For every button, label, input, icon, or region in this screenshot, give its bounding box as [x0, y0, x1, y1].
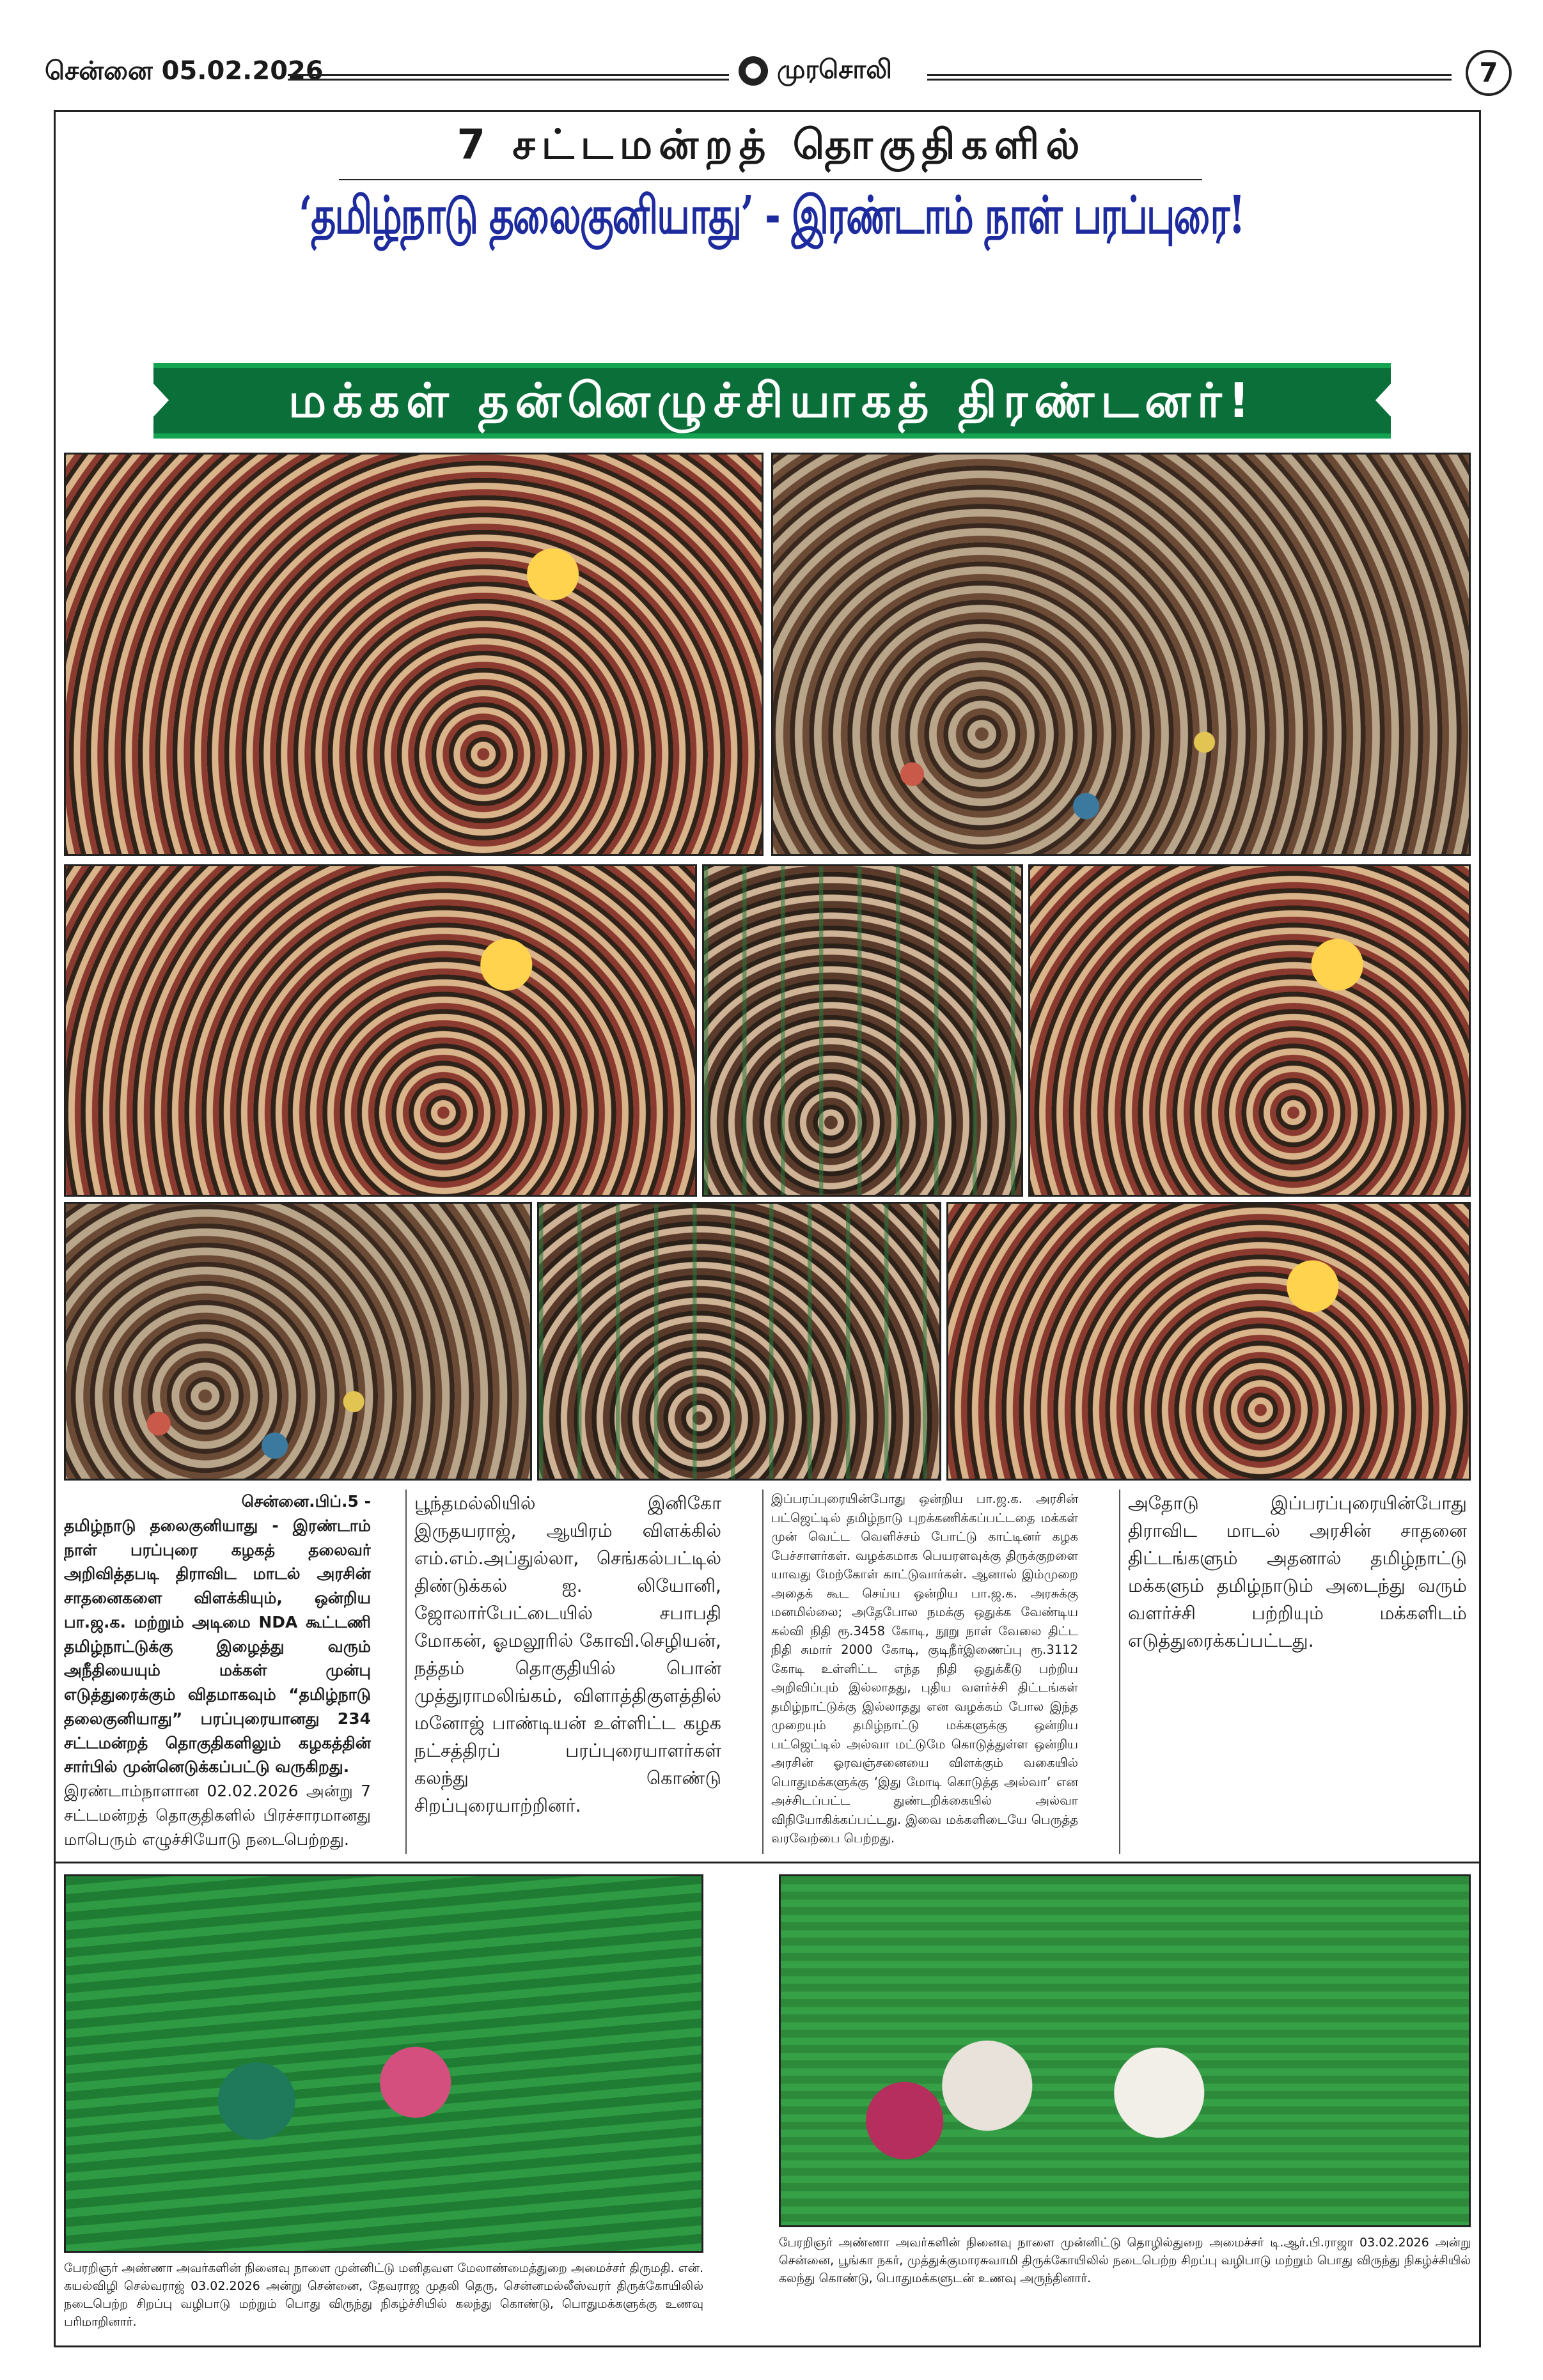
- photo-feast-serving: [64, 1874, 703, 2253]
- article-column-2: [414, 1489, 721, 1854]
- page-number: 7: [1466, 50, 1512, 96]
- column-rule: [1119, 1489, 1120, 1854]
- photo-feast-ministers: [779, 1874, 1471, 2227]
- photo-rally-crowd-7: [537, 1202, 941, 1481]
- photo-rally-crowd-5: [1028, 864, 1471, 1197]
- main-headline: ‘தமிழ்நாடு தலைகுனியாது’ - இரண்டாம் நாள் பரப்புரை!: [299, 185, 1244, 246]
- paper-name: முரசொலி: [777, 55, 892, 84]
- kicker-rule: [339, 179, 1202, 180]
- article-lead: தமிழ்நாடு தலைகுனியாது - இரண்டாம் நாள் பரப்புரை கழகத் தலைவர் அறிவித்தபடி திராவிட மாடல் அரசின் சாதனைகளை விளக்கியும், ஒன்றிய பா.ஜ.க. மற்றும் அடிமை NDA கூட்டணி தமிழ்நாட்டுக்கு இழைத்து வரும் அநீதியையும் மக்கள் முன்பு எடுத்துரைக்கும் விதமாகவும் “தமிழ்நாடு தலைகுனியாது” பரப்புரையானது 234 சட்டமன்றத் தொகுதிகளிலும் கழகத்தின் சார்பில் முன்னெடுக்கப்பட்டு வருகிறது.: [64, 1516, 371, 1777]
- article-dateline: சென்னை.பிப்.5 -: [241, 1492, 371, 1511]
- article-column-1: [64, 1489, 371, 1854]
- kicker-headline: 7 சட்டமன்றத் தொகுதிகளில்: [457, 121, 1086, 169]
- running-header: [45, 50, 1509, 101]
- article-column-4: [1128, 1489, 1467, 1854]
- column-rule: [405, 1489, 407, 1854]
- photo-rally-crowd-3: [64, 864, 697, 1197]
- emblem-icon: [739, 56, 768, 86]
- photo-rally-crowd-2: [771, 453, 1471, 856]
- banner-strip: [153, 363, 1391, 439]
- header-rule-right: [927, 74, 1452, 81]
- caption-left: பேரறிஞர் அண்ணா அவர்களின் நினைவு நாளை முன்னிட்டு மனிதவள மேலாண்மைத்துறை அமைச்சர் திருமதி. என். கயல்விழி செல்வராஜ் 03.02.2026 அன்று சென்னை, தேவராஜ முதலி தெரு, சென்னமல்லீஸ்வரர் திருக்கோயிலில் நடைபெற்ற சிறப்பு வழிபாடு மற்றும் பொது விருந்து நிகழ்ச்சியில் கலந்து கொண்டு, பொதுமக்களுக்கு உணவு பரிமாறினார்.: [64, 2261, 703, 2329]
- photo-rally-stage-crowd-1: [64, 453, 764, 856]
- paper-logo: [739, 55, 918, 88]
- banner-text: மக்கள் தன்னெழுச்சியாகத் திரண்டனர்!: [288, 373, 1257, 428]
- article-para-4: அதோடு இப்பரப்புரையின்போது திராவிட மாடல் அரசின் சாதனை திட்டங்களும் அதனால் தமிழ்நாட்டு மக்களும் தமிழ்நாடும் அடைந்து வரும் வளர்ச்சி பற்றியும் மக்களிடம் எடுத்துரைக்கப்பட்டது.: [1128, 1493, 1467, 1651]
- dateline-header: சென்னை 05.02.2026: [45, 56, 324, 86]
- article-column-3: [771, 1489, 1078, 1854]
- article-para-2: பூந்தமல்லியில் இனிகோ இருதயராஜ், ஆயிரம் விளக்கில் எம்.எம்.அப்துல்லா, செங்கல்பட்டில் திண்டுக்கல் ஐ. லியோனி, ஜோலார்பேட்டையில் சபாபதி மோகன், ஓமலூரில் கோவி.செழியன், நத்தம் தொகுதியில் பொன் முத்துராமலிங்கம், விளாத்திகுளத்தில் மனோஜ் பாண்டியன் உள்ளிட்ட கழக நட்சத்திரப் பரப்புரையாளர்கள் கலந்து கொண்டு சிறப்புரையாற்றினர்.: [414, 1493, 721, 1816]
- caption-right: பேரறிஞர் அண்ணா அவர்களின் நினைவு நாளை முன்னிட்டு தொழில்துறை அமைச்சர் டி.ஆர்.பி.ராஜா 03.02.2026 அன்று சென்னை, பூங்கா நகர், முத்துக்குமாரசுவாமி திருக்கோயிலில் நடைபெற்ற சிறப்பு வழிபாடு மற்றும் பொது விருந்து நிகழ்ச்சியில் கலந்து கொண்டு, பொதுமக்களுடன் உணவு அருந்தினார்.: [779, 2236, 1471, 2285]
- header-rule-left: [288, 74, 729, 81]
- article-para-1: இரண்டாம்நாளான 02.02.2026 அன்று 7 சட்டமன்றத் தொகுதிகளில் பிரச்சாரமானது மாபெரும் எழுச்சியோடு நடைபெற்றது.: [64, 1782, 371, 1849]
- photo-rally-crowd-4: [702, 864, 1023, 1197]
- column-rule: [762, 1489, 764, 1854]
- photo-rally-crowd-8: [946, 1202, 1471, 1481]
- article-para-3: இப்பரப்புரையின்போது ஒன்றிய பா.ஜ.க. அரசின் பட்ஜெட்டில் தமிழ்நாடு புறக்கணிக்கப்பட்டதை மக்கள் முன் வெட்ட வெளிச்சம் போட்டு காட்டினர் கழக பேச்சாளர்கள். வழக்கமாக பெயரளவுக்கு திருக்குறளை யாவது மேற்கோள் காட்டுவார்கள். ஆனால் இம்முறை அதைக் கூட செய்ய ஒன்றிய பா.ஜ.க. அரசுக்கு மனமில்லை; அதேபோல நமக்கு ஒதுக்க வேண்டிய கல்வி நிதி ரூ.3458 கோடி, நூறு நாள் வேலை திட்ட நிதி சுமார் 2000 கோடி, குடிநீர்இணைப்பு ரூ.3112 கோடி உள்ளிட்ட எந்த நிதி ஒதுக்கீடு பற்றிய அறிவிப்பும் இல்லாதது, புதிய வளர்ச்சி திட்டங்கள் தமிழ்நாட்டுக்கு இல்லாதது என வழக்கம் போல இந்த முறையும் தமிழ்நாட்டு மக்களுக்கு ஒன்றிய பட்ஜெட்டில் அல்வா மட்டுமே கொடுத்துள்ள ஒன்றிய அரசின் ஓரவஞ்சனையை விளக்கும் வகையில் பொதுமக்களுக்கு ‘இது மோடி கொடுத்த அல்வா’ என அச்சிடப்பட்ட துண்டறிக்கையில் அல்வா விநியோகிக்கப்பட்டது. இவை மக்களிடையே பெருத்த வரவேற்பை பெற்றது.: [771, 1491, 1078, 1846]
- photo-rally-crowd-6: [64, 1202, 532, 1481]
- section-separator: [54, 1862, 1481, 1863]
